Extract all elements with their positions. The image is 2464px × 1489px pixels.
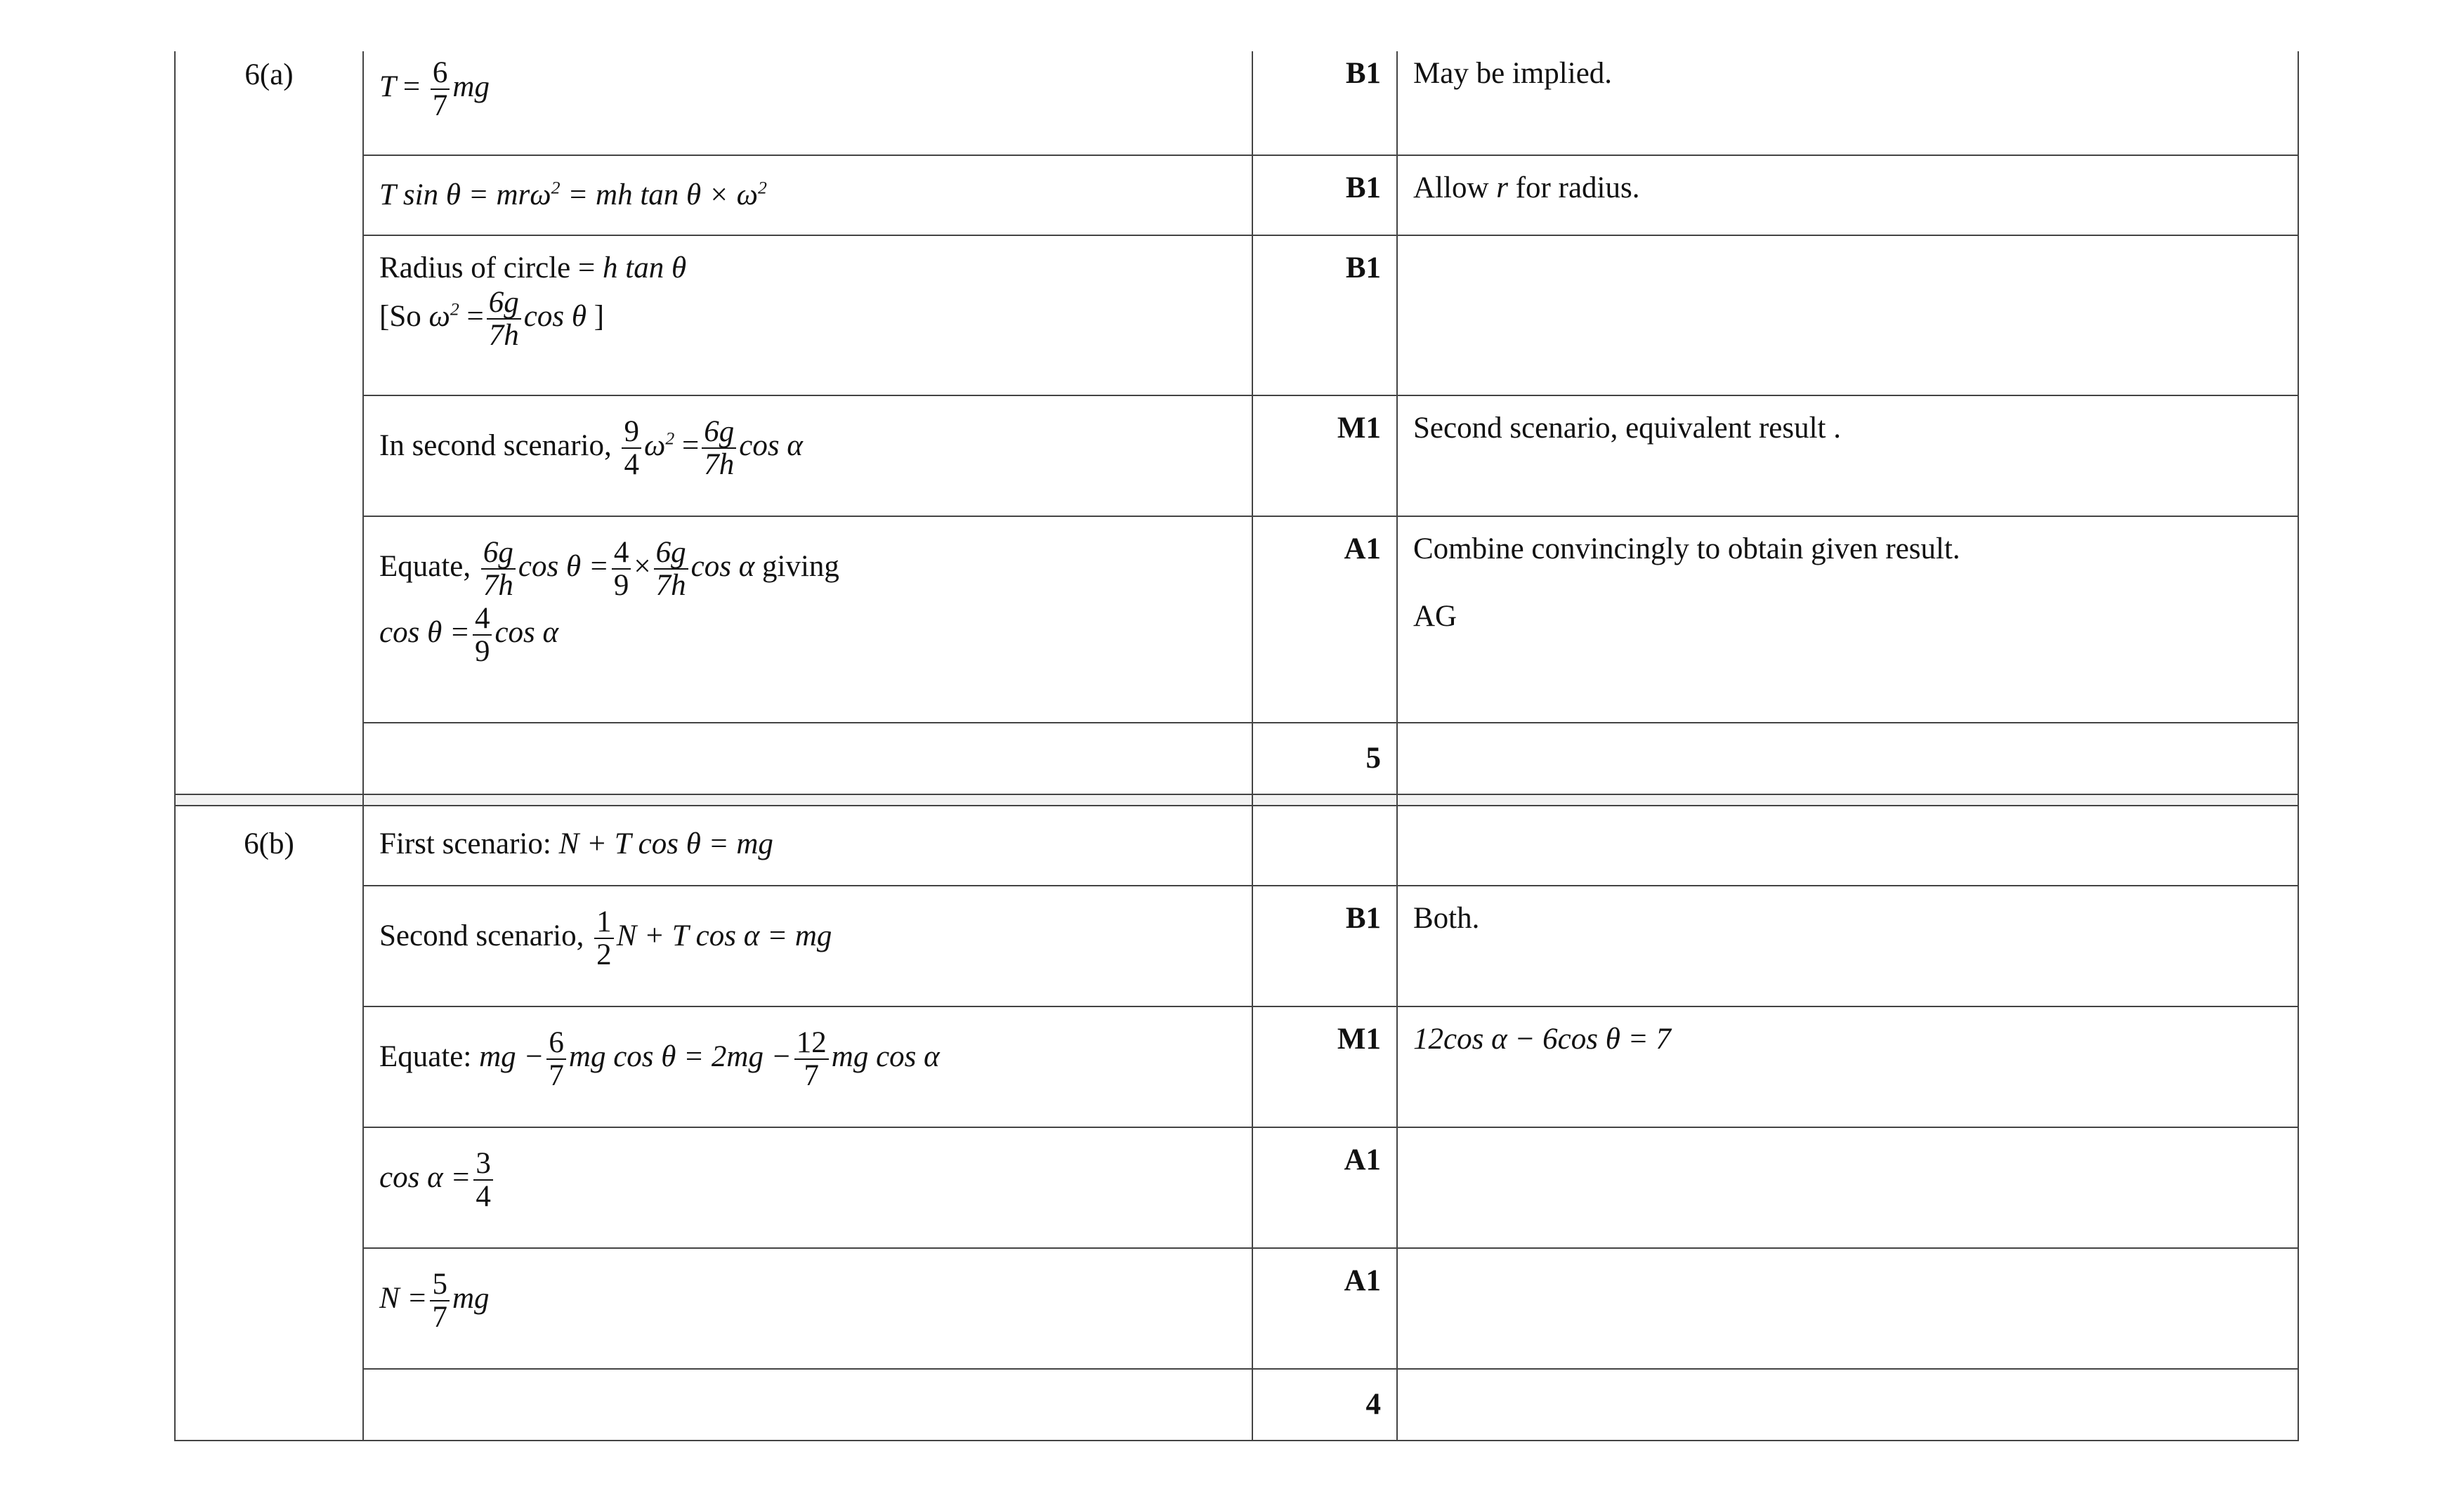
table-row (175, 395, 2298, 516)
part-total: 5 (1252, 723, 1397, 794)
mark-code: A1 (1252, 1127, 1397, 1248)
mark-code: M1 (1252, 395, 1397, 516)
fraction: $\frac{1}{2}$ (594, 906, 614, 971)
mark-scheme-table (174, 51, 2299, 1441)
answer-cell (363, 155, 1252, 235)
answer-cell: Second scenario, $\frac{1}{2}$ N + T cos α = mg (363, 886, 1252, 1006)
fraction: $\frac{5}{7}$ (430, 1268, 450, 1333)
fraction: $\frac{3}{4}$ (473, 1148, 493, 1212)
mark-code: M1 (1252, 1006, 1397, 1127)
table-row (175, 806, 2298, 886)
part-total: 4 (1252, 1369, 1397, 1441)
fraction: $\frac{6g}{7h}$ (702, 416, 736, 480)
guidance-note (1397, 235, 2298, 395)
guidance-note (1397, 1127, 2298, 1248)
radius-line: Radius of circle = h tan θ (379, 251, 687, 284)
equation: In second scenario, $\frac{9}{4}$ $\omega^2$ = $\frac{6g}{7h}$ cos α (379, 415, 803, 482)
table-row (175, 516, 2298, 723)
mark-code: A1 (1252, 516, 1397, 723)
fraction: $\frac{12}{7}$ (794, 1027, 829, 1091)
fraction: $\frac{6g}{7h}$ (487, 287, 521, 351)
fraction: $\frac{6g}{7h}$ (654, 537, 688, 601)
answer-cell: First scenario: N + T cos θ = mg (363, 806, 1252, 886)
guidance-note: May be implied. (1397, 51, 2298, 155)
mark-code: B1 (1252, 886, 1397, 1006)
guidance-note: Combine convincingly to obtain given result. AG (1397, 516, 2298, 723)
guidance-note (1397, 806, 2298, 886)
table-row (175, 1127, 2298, 1248)
answer-cell (363, 516, 1252, 723)
question-number: 6(b) (175, 806, 363, 886)
mark-code: B1 (1252, 235, 1397, 395)
answer-given-tag: AG (1413, 599, 1457, 633)
mark-code: A1 (1252, 1248, 1397, 1369)
table-row (175, 51, 2298, 155)
table-row (175, 155, 2298, 235)
answer-cell: cos α = $\frac{3}{4}$ (363, 1127, 1252, 1248)
mark-code: B1 (1252, 155, 1397, 235)
guidance-note (1397, 1248, 2298, 1369)
fraction: $\frac{6}{7}$ (431, 57, 450, 122)
table-row (175, 1006, 2298, 1127)
guidance-note: Both. (1397, 886, 2298, 1006)
table-row (175, 235, 2298, 395)
fraction: $\frac{4}{9}$ (473, 603, 492, 667)
fraction: $\frac{6}{7}$ (546, 1027, 566, 1091)
omega-line: [So $\omega^2$ = $\frac{6g}{7h}$ cos θ ] (379, 285, 605, 352)
answer-cell: N = $\frac{5}{7}$ mg (363, 1248, 1252, 1369)
question-number: 6(a) (175, 51, 363, 155)
answer-cell: Equate: mg − $\frac{6}{7}$ mg cos θ = 2mg − $\frac{12}{7}$ mg cos α (363, 1006, 1252, 1127)
guidance-note: Second scenario, equivalent result . (1397, 395, 2298, 516)
equation: T sin θ = mrω$^2$ = mh $\tan \theta \times \omega^2$ (379, 177, 767, 211)
guidance-note: 12cos α − 6cos θ = 7 (1397, 1006, 2298, 1127)
part-separator (175, 794, 2298, 806)
total-row (175, 1369, 2298, 1441)
table-row (175, 886, 2298, 1006)
total-row (175, 723, 2298, 794)
guidance-note: Allow r for radius. (1397, 155, 2298, 235)
table-row (175, 1248, 2298, 1369)
equate-line: Equate, $\frac{6g}{7h}$ cos θ = $\frac{4}{9}$ × $\frac{6g}{7h}$ cos α giving (379, 536, 839, 603)
answer-cell (363, 395, 1252, 516)
equation: T = $\frac{6}{7}$ mg (379, 56, 490, 123)
fraction: $\frac{4}{9}$ (612, 537, 631, 601)
result-line: cos θ = $\frac{4}{9}$ cos α (379, 602, 559, 669)
answer-cell (363, 235, 1252, 395)
mark-code: B1 (1252, 51, 1397, 155)
fraction: $\frac{6g}{7h}$ (481, 537, 516, 601)
fraction: $\frac{9}{4}$ (622, 416, 641, 480)
answer-cell (363, 51, 1252, 155)
mark-code (1252, 806, 1397, 886)
